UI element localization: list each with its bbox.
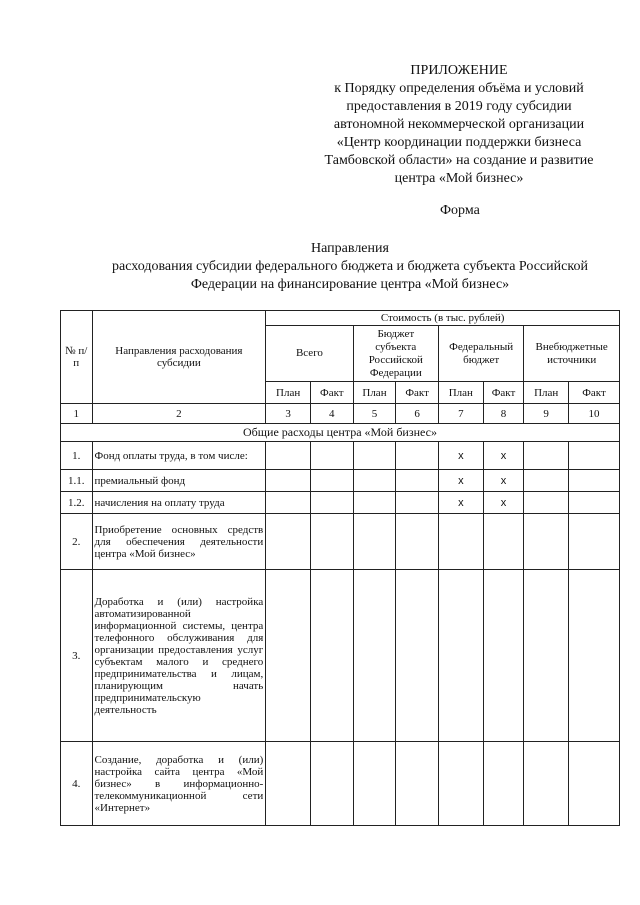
cell (310, 470, 353, 492)
appendix-line: автономной некоммерческой организации (333, 117, 585, 132)
cell (483, 742, 524, 826)
cell (310, 742, 353, 826)
table-row (61, 492, 620, 514)
col-direction-header: Направления расходования субсидии (92, 311, 266, 404)
heading-line: Направления (311, 241, 389, 256)
fact-header: Факт (569, 382, 620, 404)
row-text: Создание, доработка и (или) настройка сайта центра «Мой бизнес» в информационно-телекоммуникационной сети «Интернет» (92, 742, 266, 826)
appendix-line: центра «Мой бизнес» (394, 171, 524, 186)
col-number: 4 (310, 404, 353, 424)
cell (266, 492, 311, 514)
numbering-row (61, 404, 620, 424)
appendix-line: к Порядку определения объёма и условий (334, 81, 584, 96)
fact-header: Факт (483, 382, 524, 404)
row-num: 4. (61, 742, 93, 826)
cell (569, 742, 620, 826)
cell (396, 470, 439, 492)
heading-line: Федерации на финансирование центра «Мой бизнес» (190, 277, 510, 292)
cell (524, 514, 569, 570)
cell (310, 492, 353, 514)
mark-x: x (438, 442, 483, 470)
cell (353, 470, 396, 492)
mark-x: x (438, 470, 483, 492)
fact-header: Факт (396, 382, 439, 404)
group-federal-header: Федеральный бюджет (438, 326, 523, 382)
plan-header: План (438, 382, 483, 404)
row-text: Доработка и (или) настройка автоматизированной информационной системы, центра телефонного обслуживания для организации предоставления услуг субъектам малого и среднего предпринимательства и лицам, планирующим начать предпринимательскую деятельность (92, 570, 266, 742)
table-row (61, 470, 620, 492)
table-row (61, 442, 620, 470)
cell (524, 570, 569, 742)
fact-header: Факт (310, 382, 353, 404)
cell (396, 442, 439, 470)
cell (524, 492, 569, 514)
cell (396, 570, 439, 742)
cell (266, 470, 311, 492)
mark-x: x (483, 492, 524, 514)
row-num: 1.2. (61, 492, 93, 514)
row-num: 2. (61, 514, 93, 570)
appendix-block (300, 62, 618, 188)
col-number: 6 (396, 404, 439, 424)
col-num-header: № п/п (61, 311, 93, 404)
col-number: 10 (569, 404, 620, 424)
cell (310, 514, 353, 570)
row-num: 1. (61, 442, 93, 470)
col-number: 9 (524, 404, 569, 424)
cell (266, 514, 311, 570)
group-total-header: Всего (266, 326, 353, 382)
section-title: Общие расходы центра «Мой бизнес» (61, 424, 620, 442)
cell (569, 492, 620, 514)
cell (353, 742, 396, 826)
row-text: Фонд оплаты труда, в том числе: (92, 442, 266, 470)
row-text: Приобретение основных средств для обеспечения деятельности центра «Мой бизнес» (92, 514, 266, 570)
cell (483, 514, 524, 570)
col-number: 5 (353, 404, 396, 424)
cell (266, 742, 311, 826)
appendix-line: Тамбовской области» на создание и развитие (324, 153, 594, 168)
heading-line: расходования субсидии федерального бюджета и бюджета субъекта Российской (112, 259, 588, 274)
cell (266, 442, 311, 470)
cell (438, 742, 483, 826)
mark-x: x (483, 470, 524, 492)
row-num: 1.1. (61, 470, 93, 492)
cell (524, 470, 569, 492)
appendix-line: «Центр координации поддержки бизнеса (336, 135, 582, 150)
cell (569, 570, 620, 742)
mark-x: x (438, 492, 483, 514)
cell (396, 492, 439, 514)
document-heading (70, 240, 630, 294)
cell (438, 514, 483, 570)
cell (569, 470, 620, 492)
row-text: начисления на оплату труда (92, 492, 266, 514)
cell (310, 570, 353, 742)
plan-header: План (266, 382, 311, 404)
cell (483, 570, 524, 742)
col-number: 3 (266, 404, 311, 424)
col-number: 7 (438, 404, 483, 424)
row-num: 3. (61, 570, 93, 742)
cell (353, 442, 396, 470)
cell (396, 514, 439, 570)
section-row (61, 424, 620, 442)
appendix-line: предоставления в 2019 году субсидии (346, 99, 572, 114)
col-number: 8 (483, 404, 524, 424)
cell (569, 514, 620, 570)
plan-header: План (353, 382, 396, 404)
appendix-title: ПРИЛОЖЕНИЕ (410, 63, 508, 78)
cell (438, 570, 483, 742)
cell (353, 570, 396, 742)
cell (524, 442, 569, 470)
cell (396, 742, 439, 826)
group-regional-header: Бюджет субъекта Российской Федерации (353, 326, 438, 382)
table-row (61, 742, 620, 826)
cell (353, 492, 396, 514)
mark-x: x (483, 442, 524, 470)
table-row (61, 514, 620, 570)
row-text: премиальный фонд (92, 470, 266, 492)
table-row (61, 570, 620, 742)
col-number: 1 (61, 404, 93, 424)
cell (569, 442, 620, 470)
cell (266, 570, 311, 742)
cost-header: Стоимость (в тыс. рублей) (266, 311, 620, 326)
cell (310, 442, 353, 470)
col-number: 2 (92, 404, 266, 424)
cell (524, 742, 569, 826)
expenditure-table (60, 310, 620, 826)
form-label: Форма (440, 203, 480, 218)
plan-header: План (524, 382, 569, 404)
group-extrabudget-header: Внебюджетные источники (524, 326, 620, 382)
cell (353, 514, 396, 570)
